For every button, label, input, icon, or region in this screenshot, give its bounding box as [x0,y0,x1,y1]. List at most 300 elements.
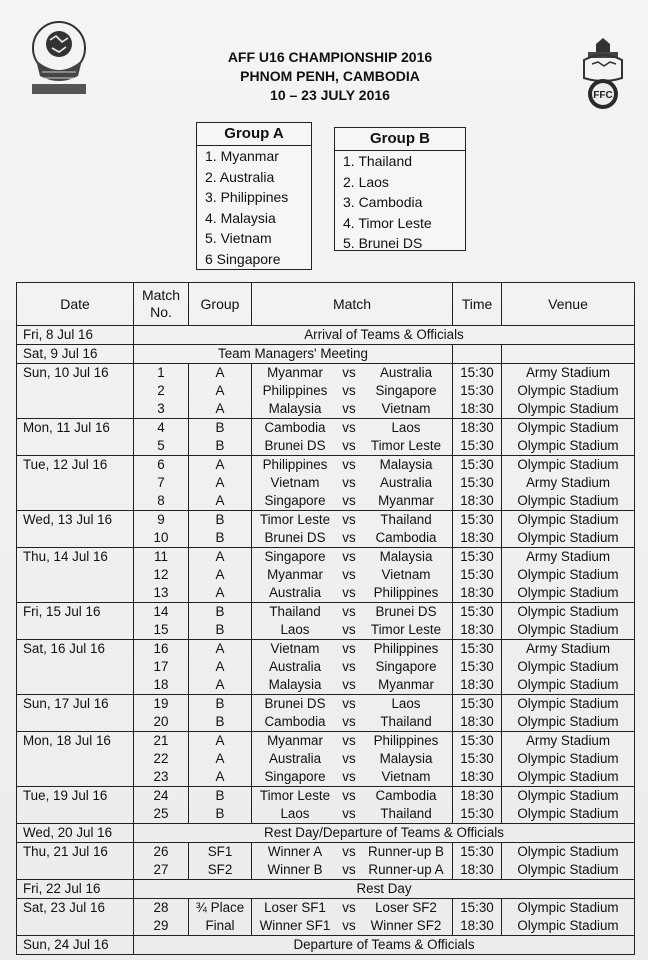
group-cell: B [189,713,252,732]
date-cell [17,658,134,676]
ffc-crest-icon [578,38,628,112]
vs-cell: vs [342,585,356,600]
match-row [17,456,635,475]
date-cell [17,437,134,456]
venue-cell: Army Stadium [502,548,635,567]
group-cell: B [189,621,252,640]
match-number-cell: 23 [134,768,189,787]
match-row [17,621,635,640]
date-cell: Wed, 20 Jul 16 [17,824,134,843]
group-a-team: 1. Myanmar [205,148,279,164]
group-cell: ¾ Place [189,899,252,918]
date-cell [17,750,134,768]
venue-cell: Olympic Stadium [502,658,635,676]
match-number-cell: 13 [134,584,189,603]
vs-cell: vs [342,751,356,766]
time-cell: 18:30 [453,917,502,936]
date-cell [17,713,134,732]
group-a-team: 3. Philippines [205,189,289,205]
away-team-cell: Singapore [360,382,453,400]
vs-cell: vs [338,787,360,806]
venue-cell: Olympic Stadium [502,437,635,456]
time-cell: 15:30 [453,603,502,622]
venue-cell: Olympic Stadium [502,382,635,400]
title-line-3: 10 – 23 JULY 2016 [270,87,390,103]
event-row [17,824,635,843]
time-cell: 15:30 [453,456,502,475]
group-cell: B [189,419,252,438]
away-team-cell: Philippines [360,640,453,659]
vs-cell: vs [338,640,360,659]
home-team-cell: Malaysia [252,400,339,419]
venue-cell [502,345,635,364]
venue-cell: Olympic Stadium [502,511,635,530]
match-row [17,382,635,400]
group-a-team: 5. Vietnam [205,230,272,246]
away-team-cell: Cambodia [360,529,453,548]
away-team-cell: Thailand [360,805,453,824]
match-row [17,658,635,676]
date-cell: Sat, 9 Jul 16 [17,345,134,364]
group-cell: B [189,805,252,824]
time-cell: 15:30 [453,364,502,383]
group-b-team: 3. Cambodia [343,194,423,210]
match-row [17,511,635,530]
match-number-cell: 9 [134,511,189,530]
page-title [180,48,480,105]
group-a-title: Group A [197,123,311,146]
home-team-cell: Singapore [252,492,339,511]
group-a-team: 2. Australia [205,168,275,185]
match-row [17,787,635,806]
vs-cell: vs [338,843,360,862]
home-team-cell: Brunei DS [252,695,339,714]
away-team-cell: Timor Leste [360,437,453,456]
venue-cell: Army Stadium [502,474,635,492]
away-team-cell: Malaysia [360,750,453,768]
match-row [17,917,635,936]
date-cell: Mon, 11 Jul 16 [17,419,134,438]
venue-cell: Olympic Stadium [502,492,635,511]
vs-cell: vs [338,603,360,622]
away-team-cell: Cambodia [360,787,453,806]
time-cell: 15:30 [453,474,502,492]
time-cell: 15:30 [453,805,502,824]
match-row [17,529,635,548]
group-b-title: Group B [335,128,465,151]
group-cell: A [189,676,252,695]
venue-cell: Olympic Stadium [502,899,635,918]
home-team-cell: Timor Leste [252,511,339,530]
home-team-cell: Laos [252,621,339,640]
away-team-cell: Thailand [360,511,453,530]
vs-cell: vs [342,677,356,692]
group-cell: B [189,529,252,548]
home-team-cell: Philippines [252,456,339,475]
away-team-cell: Runner-up B [360,843,453,862]
aff-logo-icon [28,20,90,96]
match-number-cell: 14 [134,603,189,622]
time-cell: 15:30 [453,382,502,400]
venue-cell: Olympic Stadium [502,676,635,695]
away-team-cell: Loser SF2 [360,899,453,918]
date-cell: Tue, 12 Jul 16 [17,456,134,475]
home-team-cell: Brunei DS [252,437,339,456]
venue-cell: Olympic Stadium [502,529,635,548]
home-team-cell: Brunei DS [252,529,339,548]
match-number-cell: 16 [134,640,189,659]
match-row [17,713,635,732]
group-cell: A [189,492,252,511]
venue-cell: Olympic Stadium [502,695,635,714]
date-cell [17,474,134,492]
home-team-cell: Australia [252,584,339,603]
date-cell [17,676,134,695]
group-cell: A [189,566,252,584]
time-cell: 18:30 [453,713,502,732]
group-a-box [196,122,312,270]
group-cell: A [189,364,252,383]
vs-cell: vs [342,806,356,821]
venue-cell: Olympic Stadium [502,750,635,768]
time-cell: 18:30 [453,861,502,880]
away-team-cell: Brunei DS [360,603,453,622]
group-cell: A [189,548,252,567]
vs-cell: vs [342,475,356,490]
away-team-cell: Myanmar [360,492,453,511]
date-cell [17,768,134,787]
event-cell: Rest Day [134,880,635,899]
vs-cell: vs [338,419,360,438]
group-cell: B [189,787,252,806]
ffc-crest-text: FFC [593,90,613,101]
date-cell: Wed, 13 Jul 16 [17,511,134,530]
time-cell: 15:30 [453,695,502,714]
home-team-cell: Singapore [252,548,339,567]
date-cell: Fri, 8 Jul 16 [17,326,134,345]
match-number-cell: 7 [134,474,189,492]
match-row [17,805,635,824]
home-team-cell: Thailand [252,603,339,622]
match-number-cell: 8 [134,492,189,511]
time-cell: 18:30 [453,400,502,419]
away-team-cell: Winner SF2 [360,917,453,936]
header-time: Time [453,283,502,326]
match-row [17,843,635,862]
time-cell: 15:30 [453,843,502,862]
venue-cell: Olympic Stadium [502,566,635,584]
away-team-cell: Timor Leste [360,621,453,640]
date-cell [17,400,134,419]
match-row [17,861,635,880]
match-row [17,768,635,787]
time-cell: 18:30 [453,529,502,548]
vs-cell: vs [342,659,356,674]
home-team-cell: Vietnam [252,640,339,659]
match-number-cell: 22 [134,750,189,768]
event-cell: Departure of Teams & Officials [134,936,635,955]
title-line-2: PHNOM PENH, CAMBODIA [240,68,420,84]
match-row [17,899,635,918]
time-cell: 15:30 [453,732,502,751]
event-cell: Rest Day/Departure of Teams & Officials [134,824,635,843]
away-team-cell: Malaysia [360,456,453,475]
match-number-cell: 29 [134,917,189,936]
venue-cell: Olympic Stadium [502,713,635,732]
time-cell: 15:30 [453,750,502,768]
date-cell: Fri, 22 Jul 16 [17,880,134,899]
match-row [17,695,635,714]
away-team-cell: Myanmar [360,676,453,695]
time-cell: 15:30 [453,437,502,456]
match-number-cell: 2 [134,382,189,400]
match-number-cell: 4 [134,419,189,438]
header-match: Match [252,283,453,326]
group-cell: A [189,400,252,419]
match-number-cell: 1 [134,364,189,383]
vs-cell: vs [338,899,360,918]
away-team-cell: Australia [360,364,453,383]
match-row [17,492,635,511]
schedule-body [17,326,635,955]
group-a-team: 6 Singapore [205,250,281,267]
home-team-cell: Malaysia [252,676,339,695]
away-team-cell: Thailand [360,713,453,732]
vs-cell: vs [342,493,356,508]
group-b-team: 2. Laos [343,173,389,190]
group-cell: B [189,511,252,530]
vs-cell: vs [338,511,360,530]
time-cell: 15:30 [453,548,502,567]
vs-cell: vs [338,456,360,475]
vs-cell: vs [342,567,356,582]
header-match-no-line2: No. [150,304,172,320]
venue-cell: Olympic Stadium [502,456,635,475]
match-row [17,566,635,584]
home-team-cell: Vietnam [252,474,339,492]
match-row [17,640,635,659]
vs-cell: vs [342,401,356,416]
event-cell: Team Managers' Meeting [134,345,453,364]
match-number-cell: 26 [134,843,189,862]
time-cell: 15:30 [453,899,502,918]
match-row [17,750,635,768]
match-number-cell: 3 [134,400,189,419]
match-number-cell: 24 [134,787,189,806]
home-team-cell: Myanmar [252,566,339,584]
vs-cell: vs [338,548,360,567]
venue-cell: Olympic Stadium [502,603,635,622]
home-team-cell: Australia [252,750,339,768]
group-a-team: 4. Malaysia [205,209,276,226]
time-cell: 18:30 [453,787,502,806]
event-row [17,936,635,955]
date-cell [17,382,134,400]
home-team-cell: Laos [252,805,339,824]
date-cell: Sun, 17 Jul 16 [17,695,134,714]
match-number-cell: 10 [134,529,189,548]
date-cell: Sat, 23 Jul 16 [17,899,134,918]
vs-cell: vs [342,862,356,877]
time-cell: 15:30 [453,640,502,659]
home-team-cell: Winner A [252,843,339,862]
date-cell [17,529,134,548]
venue-cell: Olympic Stadium [502,843,635,862]
group-cell: A [189,640,252,659]
match-number-cell: 21 [134,732,189,751]
header-venue: Venue [502,283,635,326]
time-cell [453,345,502,364]
away-team-cell: Malaysia [360,548,453,567]
group-cell: Final [189,917,252,936]
match-number-cell: 15 [134,621,189,640]
date-cell [17,566,134,584]
match-row [17,474,635,492]
date-cell [17,621,134,640]
time-cell: 18:30 [453,492,502,511]
away-team-cell: Laos [360,695,453,714]
match-number-cell: 27 [134,861,189,880]
vs-cell: vs [338,732,360,751]
match-row [17,364,635,383]
date-cell [17,861,134,880]
date-cell: Tue, 19 Jul 16 [17,787,134,806]
title-line-1: AFF U16 CHAMPIONSHIP 2016 [227,49,433,65]
group-cell: A [189,768,252,787]
match-number-cell: 28 [134,899,189,918]
vs-cell: vs [342,383,356,398]
date-cell: Sun, 10 Jul 16 [17,364,134,383]
group-cell: B [189,437,252,456]
event-row [17,880,635,899]
match-row [17,732,635,751]
match-number-cell: 19 [134,695,189,714]
venue-cell: Olympic Stadium [502,787,635,806]
away-team-cell: Australia [360,474,453,492]
venue-cell: Olympic Stadium [502,400,635,419]
vs-cell: vs [342,530,356,545]
group-cell: SF1 [189,843,252,862]
away-team-cell: Runner-up A [360,861,453,880]
group-cell: B [189,603,252,622]
match-row [17,584,635,603]
match-row [17,676,635,695]
schedule-table [16,282,635,955]
away-team-cell: Laos [360,419,453,438]
match-number-cell: 20 [134,713,189,732]
away-team-cell: Vietnam [360,400,453,419]
venue-cell: Army Stadium [502,732,635,751]
group-cell: A [189,584,252,603]
match-number-cell: 11 [134,548,189,567]
away-team-cell: Philippines [360,584,453,603]
header-date: Date [17,283,134,326]
vs-cell: vs [338,364,360,383]
group-cell: SF2 [189,861,252,880]
match-number-cell: 18 [134,676,189,695]
home-team-cell: Australia [252,658,339,676]
away-team-cell: Singapore [360,658,453,676]
home-team-cell: Loser SF1 [252,899,339,918]
date-cell: Fri, 15 Jul 16 [17,603,134,622]
venue-cell: Olympic Stadium [502,621,635,640]
venue-cell: Army Stadium [502,364,635,383]
date-cell [17,805,134,824]
time-cell: 18:30 [453,676,502,695]
vs-cell: vs [338,695,360,714]
match-number-cell: 6 [134,456,189,475]
date-cell: Sat, 16 Jul 16 [17,640,134,659]
group-cell: A [189,382,252,400]
group-b-team: 1. Thailand [343,153,413,169]
time-cell: 18:30 [453,584,502,603]
venue-cell: Olympic Stadium [502,805,635,824]
event-row [17,326,635,345]
match-row [17,548,635,567]
home-team-cell: Winner B [252,861,339,880]
vs-cell: vs [342,769,356,784]
match-row [17,437,635,456]
date-cell [17,584,134,603]
group-cell: A [189,456,252,475]
match-row [17,603,635,622]
group-cell: A [189,474,252,492]
vs-cell: vs [342,918,356,933]
venue-cell: Olympic Stadium [502,861,635,880]
home-team-cell: Cambodia [252,419,339,438]
group-cell: B [189,695,252,714]
away-team-cell: Vietnam [360,768,453,787]
date-cell: Sun, 24 Jul 16 [17,936,134,955]
vs-cell: vs [342,714,356,729]
time-cell: 15:30 [453,658,502,676]
time-cell: 18:30 [453,621,502,640]
header-match-no-line1: Match [141,287,181,303]
home-team-cell: Philippines [252,382,339,400]
time-cell: 15:30 [453,566,502,584]
vs-cell: vs [342,438,356,453]
time-cell: 18:30 [453,768,502,787]
home-team-cell: Myanmar [252,732,339,751]
match-row [17,419,635,438]
match-number-cell: 25 [134,805,189,824]
away-team-cell: Philippines [360,732,453,751]
home-team-cell: Cambodia [252,713,339,732]
group-b-team: 5. Brunei DS [343,235,423,251]
venue-cell: Army Stadium [502,640,635,659]
date-cell: Thu, 14 Jul 16 [17,548,134,567]
venue-cell: Olympic Stadium [502,584,635,603]
header-match-no [134,283,189,326]
home-team-cell: Timor Leste [252,787,339,806]
match-number-cell: 5 [134,437,189,456]
venue-cell: Olympic Stadium [502,768,635,787]
time-cell: 18:30 [453,419,502,438]
home-team-cell: Singapore [252,768,339,787]
match-row [17,400,635,419]
event-row [17,345,635,364]
home-team-cell: Myanmar [252,364,339,383]
home-team-cell: Winner SF1 [252,917,339,936]
venue-cell: Olympic Stadium [502,419,635,438]
group-cell: A [189,732,252,751]
group-b-box [334,127,466,251]
date-cell: Mon, 18 Jul 16 [17,732,134,751]
schedule-header-row [17,283,635,326]
date-cell [17,492,134,511]
group-b-team: 4. Timor Leste [343,214,432,231]
vs-cell: vs [342,622,356,637]
